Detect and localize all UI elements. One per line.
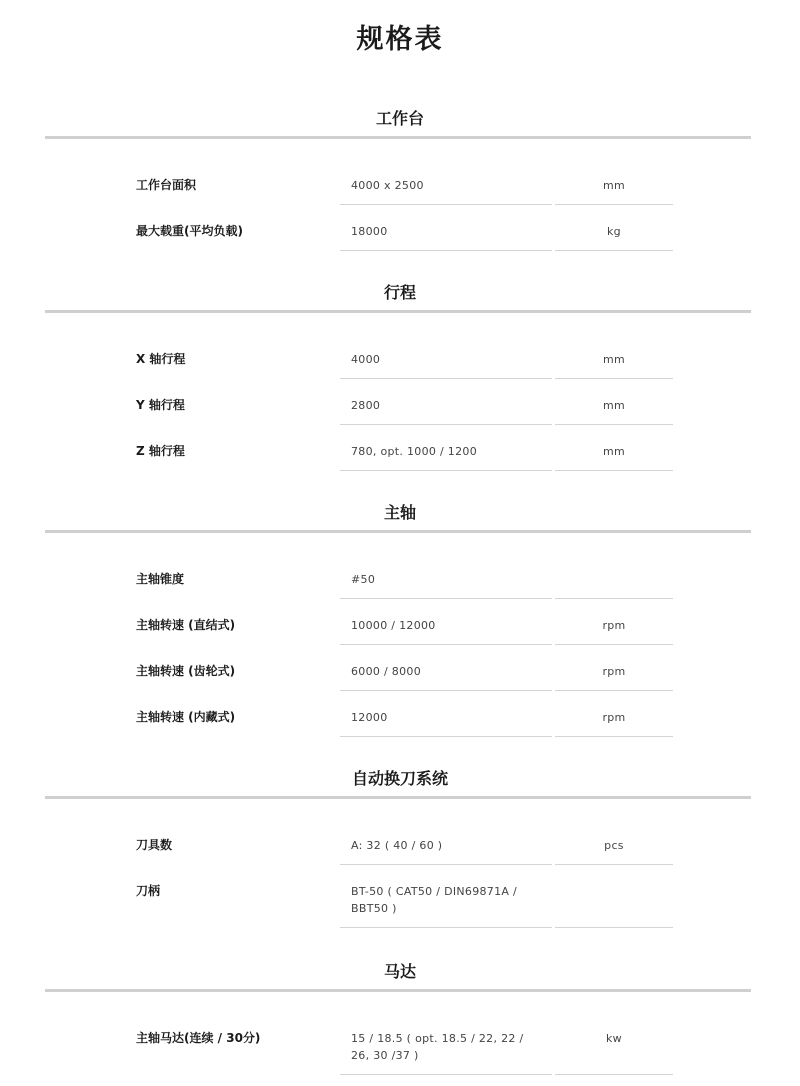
- spec-row: [0, 599, 800, 645]
- spec-value-cell: [340, 599, 552, 645]
- spec-label: 最大载重(平均负载): [136, 224, 243, 238]
- spec-value: 15 / 18.5 ( opt. 18.5 / 22, 22 / 26, 30 /37 ): [351, 1032, 524, 1062]
- spec-value-cell: [340, 159, 552, 205]
- spec-unit: mm: [602, 399, 626, 412]
- spec-unit-cell: [555, 159, 673, 205]
- spec-value: 6000 / 8000: [351, 665, 421, 678]
- spec-unit-cell: [555, 599, 673, 645]
- spec-row: [0, 425, 800, 471]
- spec-value: 18000: [351, 225, 388, 238]
- spec-unit: mm: [602, 445, 626, 458]
- spec-row: [0, 691, 800, 737]
- spec-unit: kw: [606, 1032, 622, 1045]
- spec-row: [0, 333, 800, 379]
- spec-unit: rpm: [602, 665, 626, 678]
- spec-value-cell: [340, 553, 552, 599]
- section-travel: [0, 276, 800, 471]
- section-spindle: [0, 496, 800, 737]
- spec-value: A: 32 ( 40 / 60 ): [351, 839, 443, 852]
- spec-unit-cell: [555, 1012, 673, 1075]
- spec-label: 主轴马达(连续 / 30分): [136, 1031, 261, 1045]
- spec-row: [0, 865, 800, 928]
- spec-unit-cell: [555, 865, 673, 928]
- spec-label: 主轴转速 (内藏式): [136, 710, 236, 724]
- spec-row: [0, 645, 800, 691]
- section-heading: 行程: [383, 283, 416, 302]
- spec-unit: kg: [607, 225, 621, 238]
- spec-value: 4000 x 2500: [351, 179, 424, 192]
- spec-value-cell: [340, 379, 552, 425]
- spec-unit: rpm: [602, 711, 626, 724]
- spec-value: 4000: [351, 353, 381, 366]
- spec-row: [0, 553, 800, 599]
- spec-label: Y 轴行程: [136, 398, 185, 412]
- spec-unit: mm: [602, 179, 626, 192]
- spec-unit-cell: [555, 425, 673, 471]
- spec-row: [0, 819, 800, 865]
- spec-unit-cell: [555, 691, 673, 737]
- spec-value-cell: [340, 1012, 552, 1075]
- spec-unit-cell: [555, 819, 673, 865]
- spec-value-cell: [340, 333, 552, 379]
- spec-value-cell: [340, 645, 552, 691]
- spec-unit-cell: [555, 379, 673, 425]
- section-motor: [0, 955, 800, 1075]
- spec-unit-cell: [555, 205, 673, 251]
- spec-value-cell: [340, 865, 552, 928]
- spec-value: 12000: [351, 711, 388, 724]
- spec-unit-cell: [555, 645, 673, 691]
- spec-label: 工作台面积: [136, 178, 197, 192]
- spec-value: #50: [351, 573, 376, 586]
- spec-value: 10000 / 12000: [351, 619, 436, 632]
- spec-value-cell: [340, 691, 552, 737]
- spec-row: [0, 379, 800, 425]
- section-heading: 主轴: [383, 503, 416, 522]
- spec-unit: rpm: [602, 619, 626, 632]
- page-title: 规格表: [356, 24, 444, 55]
- spec-row: [0, 1012, 800, 1075]
- spec-row: [0, 205, 800, 251]
- section-atc: [0, 762, 800, 928]
- spec-label: 主轴转速 (齿轮式): [136, 664, 236, 678]
- section-heading: 马达: [383, 962, 416, 981]
- spec-label: 刀具数: [136, 838, 173, 852]
- spec-value: 780, opt. 1000 / 1200: [351, 445, 477, 458]
- spec-label: 主轴锥度: [136, 572, 185, 586]
- spec-row: [0, 159, 800, 205]
- spec-value-cell: [340, 205, 552, 251]
- spec-unit-cell: [555, 553, 673, 599]
- section-worktable: [0, 102, 800, 251]
- spec-unit: pcs: [604, 839, 624, 852]
- section-heading: 工作台: [375, 109, 424, 128]
- section-heading: 自动换刀系统: [351, 769, 448, 788]
- spec-value: BT-50 ( CAT50 / DIN69871A / BBT50 ): [351, 885, 518, 915]
- spec-value-cell: [340, 425, 552, 471]
- spec-unit-cell: [555, 333, 673, 379]
- spec-label: X 轴行程: [136, 352, 186, 366]
- spec-value-cell: [340, 819, 552, 865]
- spec-value: 2800: [351, 399, 381, 412]
- spec-label: Z 轴行程: [136, 444, 185, 458]
- spec-unit: mm: [602, 353, 626, 366]
- spec-label: 主轴转速 (直结式): [136, 618, 236, 632]
- spec-label: 刀柄: [136, 884, 161, 898]
